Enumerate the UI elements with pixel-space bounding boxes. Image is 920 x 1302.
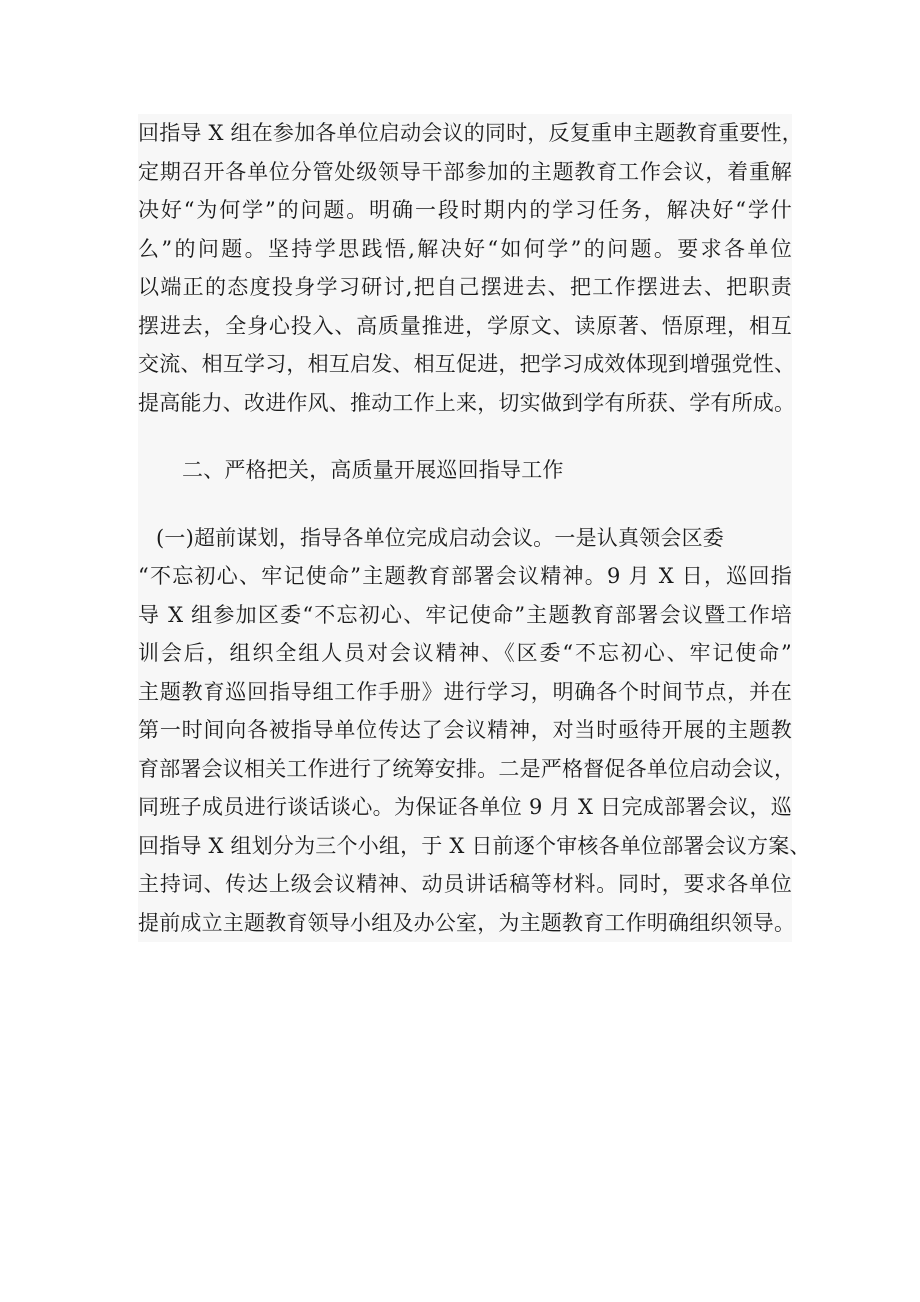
paragraph-line: 交流、相互学习，相互启发、相互促进，把学习成效体现到增强党性、 [138,352,796,376]
document-body [138,114,811,942]
paragraph-line: 提前成立主题教育领导小组及办公室，为主题教育工作明确组织领导。 [138,910,796,935]
paragraph-line: 定期召开各单位分管处级领导干部参加的主题教育工作会议，着重解 [138,159,792,184]
paragraph-gap [138,490,792,519]
paragraph-line: 摆进去，全身心投入、高质量推进，学原文、读原著、悟原理，相互 [138,313,792,338]
paragraph-line: 主题教育巡回指导组工作手册》进行学习，明确各个时间节点，并在 [138,679,792,704]
paragraph-line: 提高能力、改进作风、推动工作上来，切实做到学有所获、学有所成。 [138,390,796,415]
paragraph-line: 么”的问题。坚持学思践悟,解决好“如何学”的问题。要求各单位 [138,236,792,261]
paragraph-line: 训会后，组织全组人员对会议精神、《区委“不忘初心、牢记使命” [138,641,792,665]
section-heading: 二、严格把关，高质量开展巡回指导工作 [182,458,564,482]
paragraph-gap [138,422,792,451]
paragraph-line: 导 X 组参加区委“不忘初心、牢记使命”主题教育部署会议暨工作培 [138,602,792,627]
paragraph-line: 同班子成员进行谈话谈心。为保证各单位 9 月 X 日完成部署会议，巡 [138,795,792,819]
paragraph-line: (一)超前谋划，指导各单位完成启动会议。一是认真领会区委 [156,525,724,550]
paragraph-line: 主持词、传达上级会议精神、动员讲话稿等材料。同时，要求各单位 [138,872,792,896]
paragraph-2 [138,519,811,943]
paragraph-line: 回指导 X 组在参加各单位启动会议的同时，反复重申主题教育重要性， [138,121,803,145]
paragraph-line: “不忘初心、牢记使命”主题教育部署会议精神。9 月 X 日，巡回指 [138,564,792,588]
paragraph-line: 回指导 X 组划分为三个小组，于 X 日前逐个审核各单位部署会议方案、 [138,833,811,858]
paragraph-line: 决好“为何学”的问题。明确一段时期内的学习任务，解决好“学什 [138,198,792,222]
paragraph-line: 以端正的态度投身学习研讨,把自己摆进去、把工作摆进去、把职责 [138,275,792,299]
paragraph-line: 第一时间向各被指导单位传达了会议精神，对当时亟待开展的主题教 [138,718,792,742]
paragraph-line: 育部署会议相关工作进行了统筹安排。二是严格督促各单位启动会议， [138,756,796,781]
paragraph-1 [138,114,803,422]
